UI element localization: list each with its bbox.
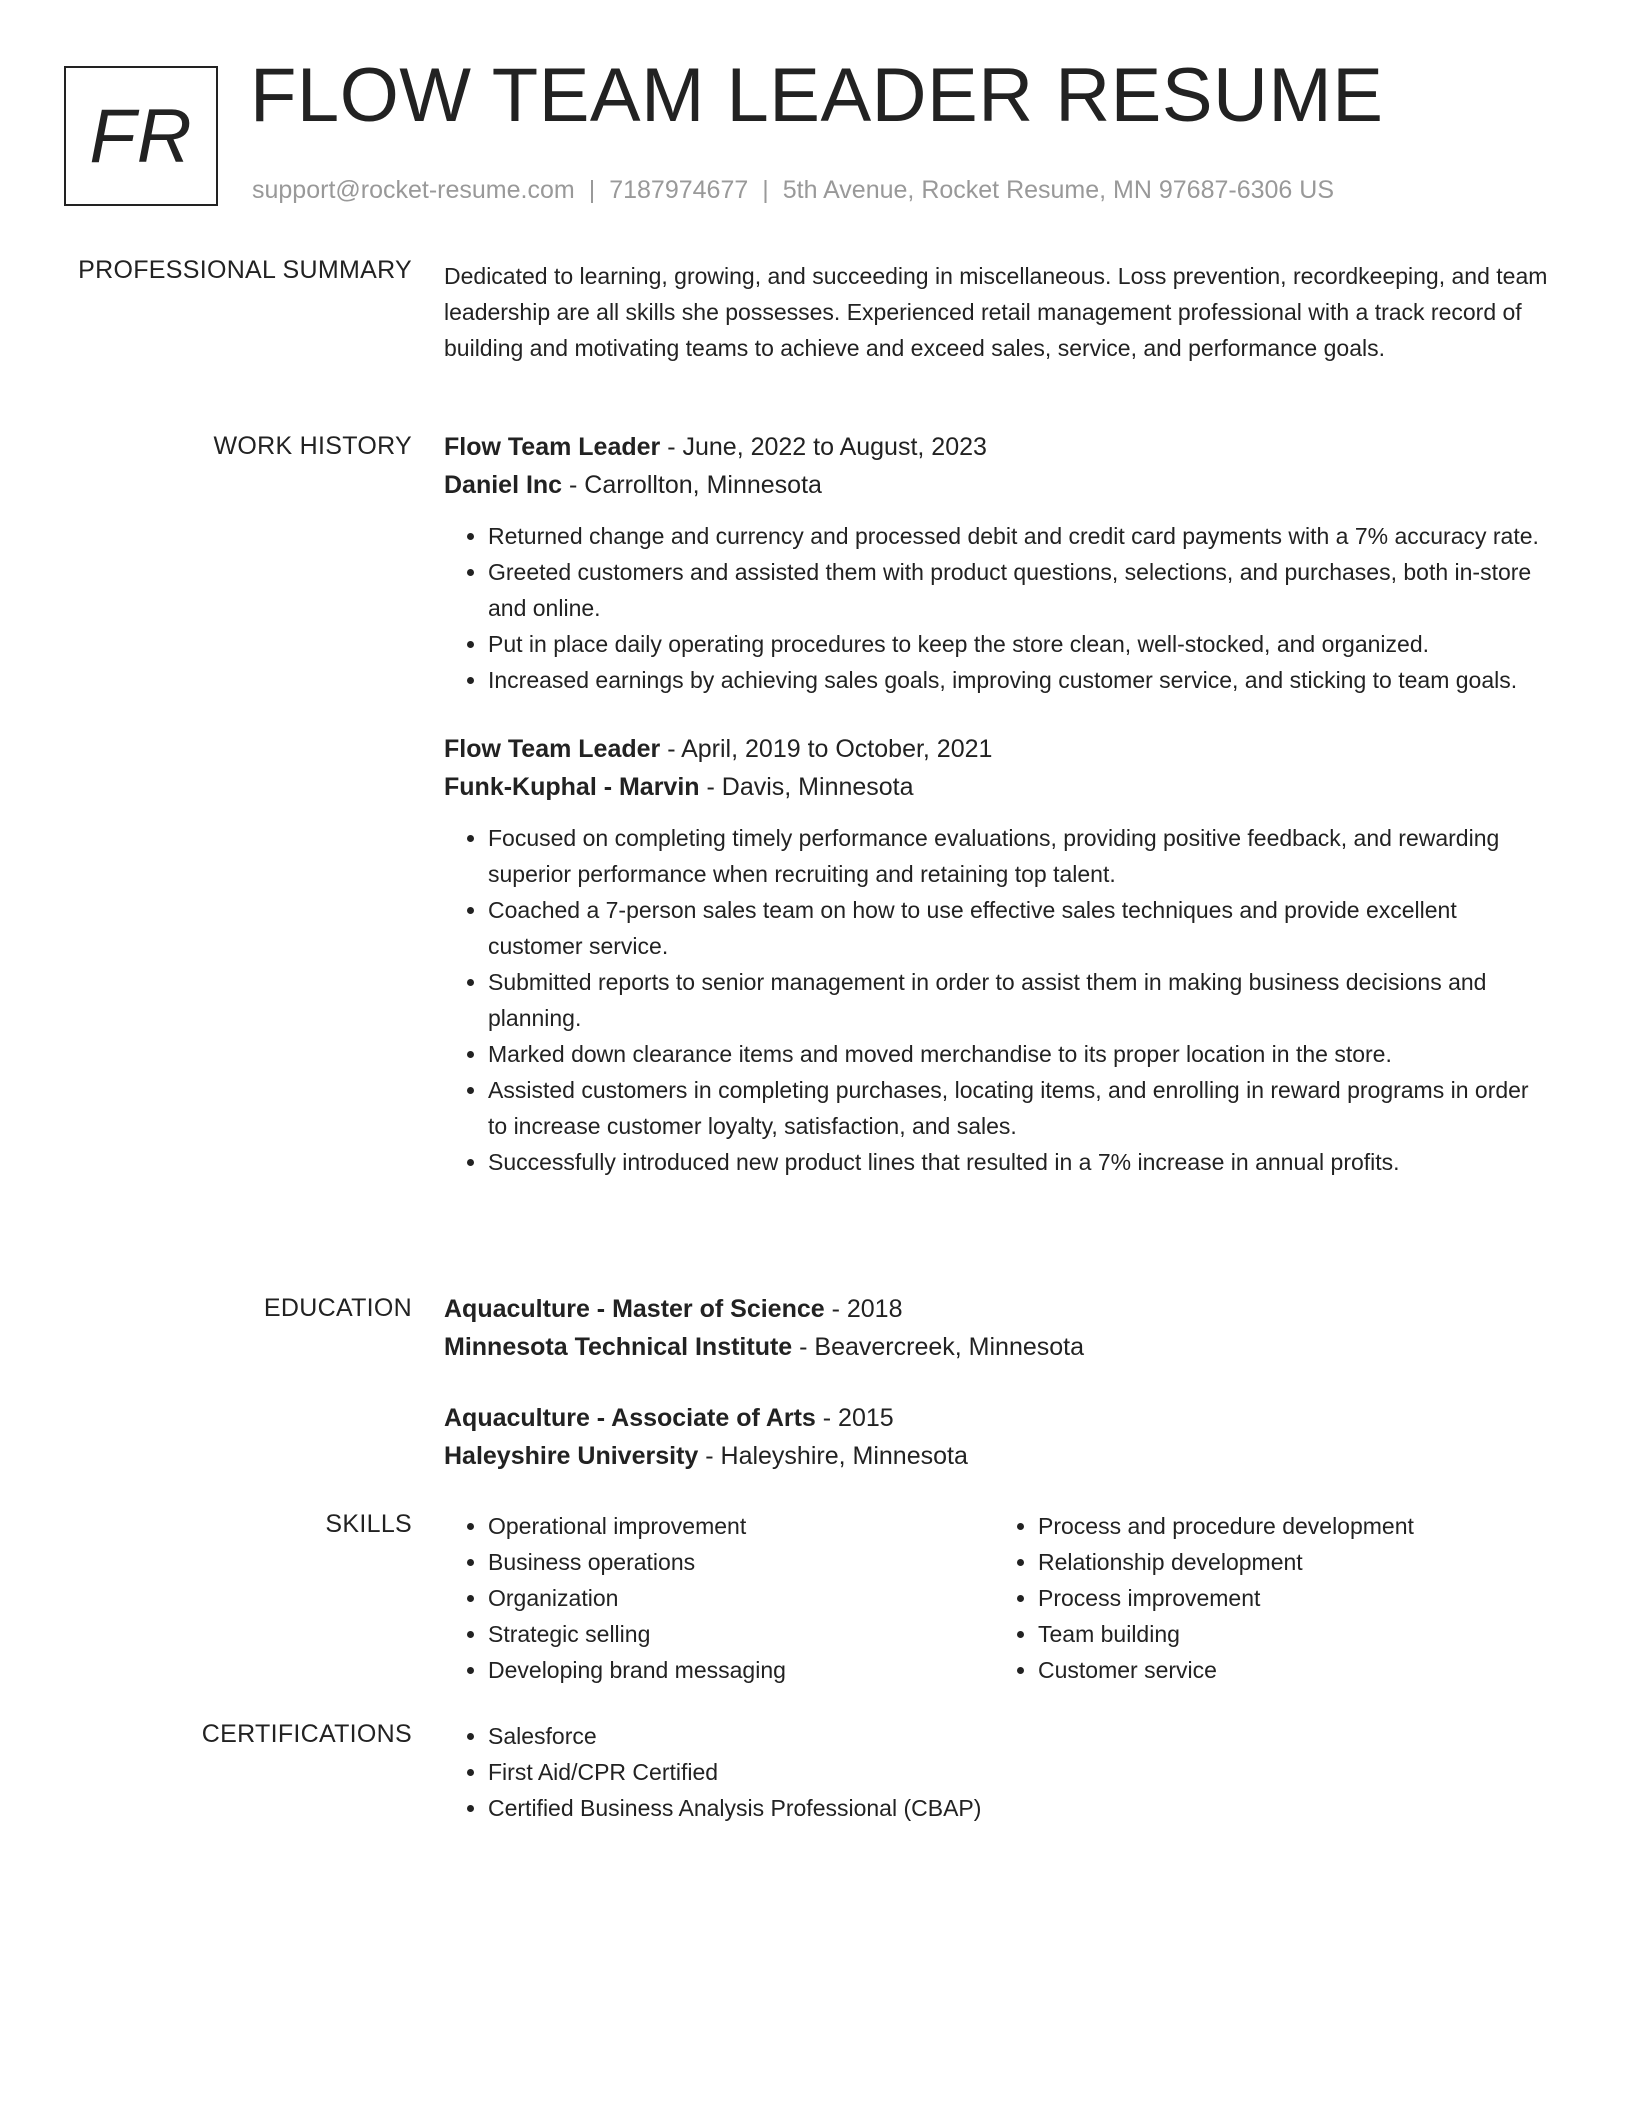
list-item: • Salesforce bbox=[488, 1718, 1552, 1754]
monogram-initials: FR bbox=[89, 93, 193, 179]
list-item: • Strategic selling bbox=[488, 1616, 988, 1652]
job-title-line bbox=[444, 730, 1552, 768]
education-location: - Haleyshire, Minnesota bbox=[698, 1442, 968, 1470]
section-label-education: EDUCATION bbox=[263, 1294, 412, 1322]
list-item: • Submitted reports to senior management in order to assist them in making business decisions and planning. bbox=[488, 964, 1552, 1036]
education-year: - 2018 bbox=[824, 1295, 903, 1323]
job-title-line bbox=[444, 428, 1552, 466]
job-company-line bbox=[444, 768, 1552, 806]
education-entry bbox=[444, 1399, 1552, 1475]
list-item: • Marked down clearance items and moved merchandise to its proper location in the store. bbox=[488, 1036, 1552, 1072]
job-title: Flow Team Leader bbox=[444, 433, 661, 461]
education-degree-line bbox=[444, 1399, 1552, 1437]
list-item: • Coached a 7-person sales team on how to use effective sales techniques and provide excellent customer service. bbox=[488, 892, 1552, 964]
job-bullets bbox=[444, 518, 1552, 698]
job-entry bbox=[444, 428, 1552, 698]
monogram-box bbox=[64, 66, 218, 206]
contact-line bbox=[252, 176, 1334, 205]
skills-columns bbox=[444, 1508, 1552, 1688]
contact-phone: 7187974677 bbox=[609, 176, 749, 204]
list-item: • Business operations bbox=[488, 1544, 988, 1580]
education-entry bbox=[444, 1290, 1552, 1366]
education-school-line bbox=[444, 1328, 1552, 1366]
list-item: • Organization bbox=[488, 1580, 988, 1616]
education-location: - Beavercreek, Minnesota bbox=[792, 1333, 1084, 1361]
education-degree-line bbox=[444, 1290, 1552, 1328]
skills-body bbox=[444, 1508, 1552, 1688]
education-school-line bbox=[444, 1437, 1552, 1475]
section-label-certifications: CERTIFICATIONS bbox=[201, 1720, 412, 1748]
job-company: Daniel Inc bbox=[444, 471, 563, 499]
education-school: Haleyshire University bbox=[444, 1442, 699, 1470]
summary-text: Dedicated to learning, growing, and succeeding in miscellaneous. Loss prevention, recordkeeping, and team leadership are all skills she possesses. Experienced retail management professional with a track record of building and motivating teams to achieve and exceed sales, service, and performance goals. bbox=[444, 263, 1548, 361]
contact-email: support@rocket-resume.com bbox=[252, 176, 575, 204]
section-label-work-history: WORK HISTORY bbox=[213, 432, 412, 460]
education-school: Minnesota Technical Institute bbox=[444, 1333, 793, 1361]
job-entry bbox=[444, 730, 1552, 1180]
section-label-skills: SKILLS bbox=[325, 1510, 412, 1538]
list-item: • Operational improvement bbox=[488, 1508, 988, 1544]
job-bullets bbox=[444, 820, 1552, 1180]
list-item: • Process and procedure development bbox=[1038, 1508, 1538, 1544]
contact-separator: | bbox=[588, 176, 596, 204]
list-item: • Team building bbox=[1038, 1616, 1538, 1652]
job-company: Funk-Kuphal - Marvin bbox=[444, 773, 700, 801]
list-item: • Process improvement bbox=[1038, 1580, 1538, 1616]
certifications-list bbox=[444, 1718, 1552, 1826]
job-dates: - June, 2022 to August, 2023 bbox=[660, 433, 987, 461]
list-item: • Customer service bbox=[1038, 1652, 1538, 1688]
list-item: • Returned change and currency and processed debit and credit card payments with a 7% accuracy rate. bbox=[488, 518, 1552, 554]
certifications-body bbox=[444, 1718, 1552, 1826]
list-item: • First Aid/CPR Certified bbox=[488, 1754, 1552, 1790]
contact-separator: | bbox=[762, 176, 769, 204]
skills-list-left bbox=[444, 1508, 988, 1688]
education-degree: Aquaculture - Associate of Arts bbox=[444, 1404, 816, 1432]
section-label-summary: PROFESSIONAL SUMMARY bbox=[78, 256, 412, 284]
contact-address: 5th Avenue, Rocket Resume, MN 97687-6306 US bbox=[782, 176, 1335, 204]
list-item: • Developing brand messaging bbox=[488, 1652, 988, 1688]
list-item: • Successfully introduced new product lines that resulted in a 7% increase in annual profits. bbox=[488, 1144, 1552, 1180]
education-body bbox=[444, 1290, 1552, 1475]
list-item: • Put in place daily operating procedures to keep the store clean, well-stocked, and organized. bbox=[488, 626, 1552, 662]
job-dates: - April, 2019 to October, 2021 bbox=[660, 735, 993, 763]
job-location: - Carrollton, Minnesota bbox=[562, 471, 822, 499]
list-item: • Focused on completing timely performance evaluations, providing positive feedback, and rewarding superior performance when recruiting and retaining top talent. bbox=[488, 820, 1552, 892]
job-company-line bbox=[444, 466, 1552, 504]
resume-title: FLOW TEAM LEADER RESUME bbox=[250, 53, 1384, 138]
job-location: - Davis, Minnesota bbox=[699, 773, 914, 801]
list-item: • Certified Business Analysis Professional (CBAP) bbox=[488, 1790, 1552, 1826]
skills-list-right bbox=[994, 1508, 1538, 1688]
list-item: • Relationship development bbox=[1038, 1544, 1538, 1580]
work-history-body bbox=[444, 428, 1552, 1180]
job-title: Flow Team Leader bbox=[444, 735, 661, 763]
list-item: • Assisted customers in completing purchases, locating items, and enrolling in reward programs in order to increase customer loyalty, satisfaction, and sales. bbox=[488, 1072, 1552, 1144]
list-item: • Increased earnings by achieving sales goals, improving customer service, and sticking to team goals. bbox=[488, 662, 1552, 698]
education-degree: Aquaculture - Master of Science bbox=[444, 1295, 825, 1323]
list-item: • Greeted customers and assisted them with product questions, selections, and purchases, both in-store and online. bbox=[488, 554, 1552, 626]
education-year: - 2015 bbox=[815, 1404, 894, 1432]
